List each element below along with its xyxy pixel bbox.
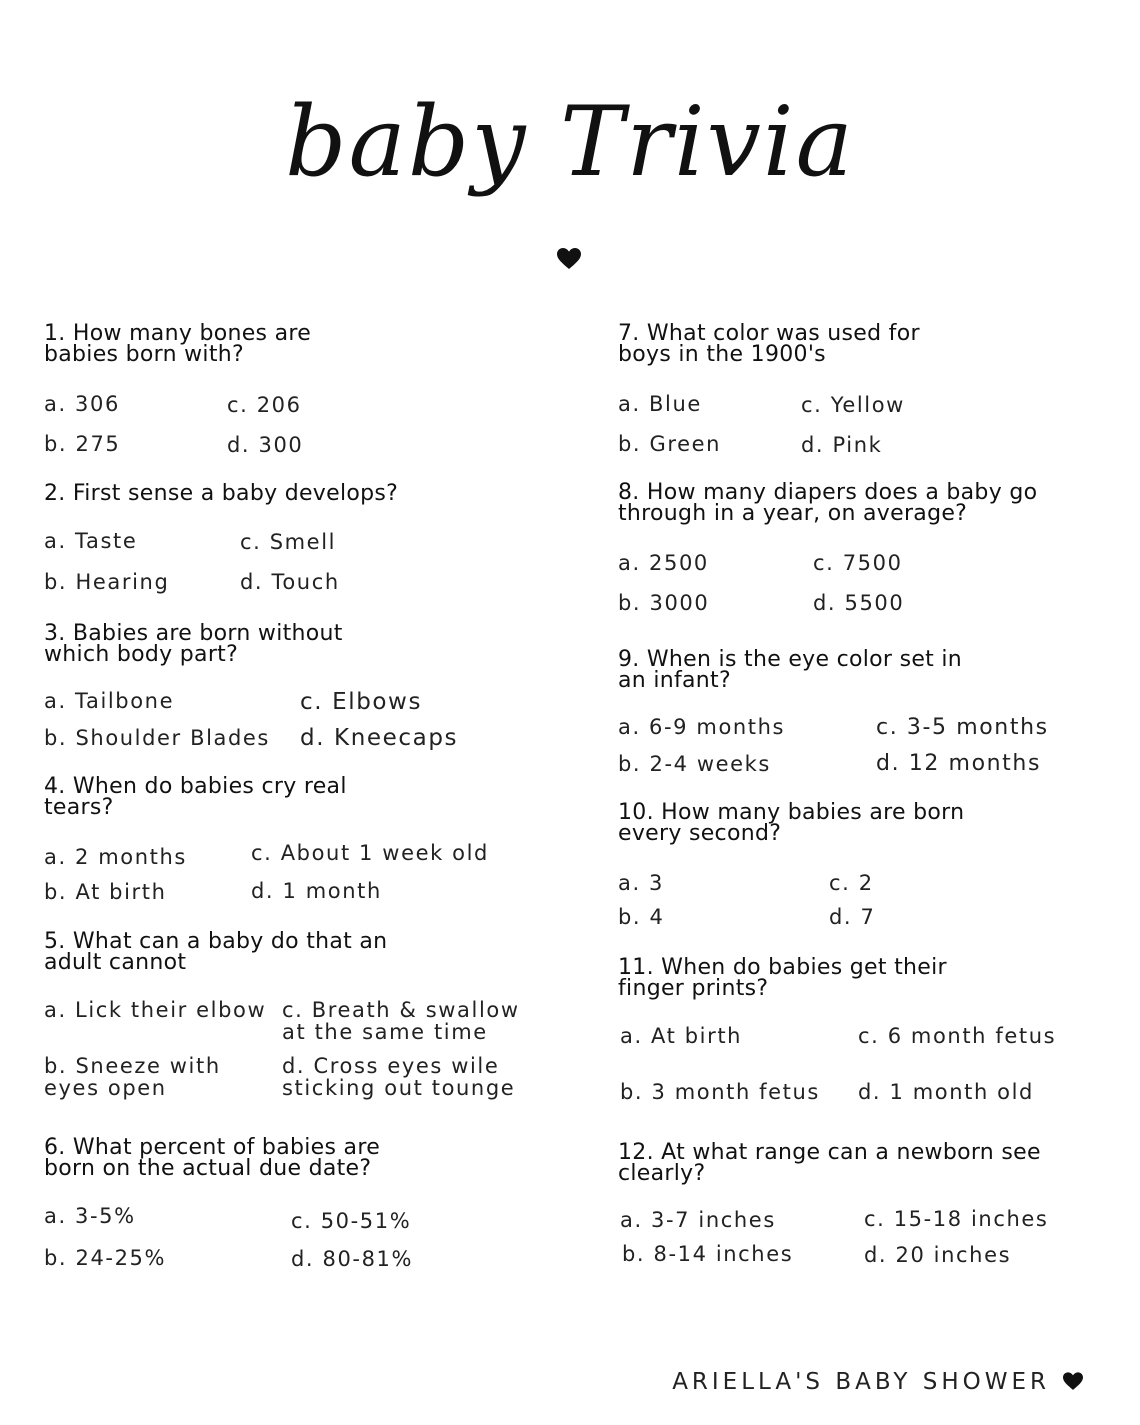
option-b: b. Green [618,432,722,456]
question-text: 4. When do babies cry real tears? [44,774,347,820]
option-b: b. 3 month fetus [620,1080,820,1104]
question-7 [618,321,1108,457]
option-a: a. Tailbone [44,689,175,713]
option-c: c. Elbows [300,689,423,715]
question-text: 12. At what range can a newborn see clearly? [618,1140,1041,1186]
option-a: a. 3 [618,871,664,895]
option-a: a. 306 [44,392,120,416]
page-title: baby Trivia [285,86,855,198]
option-d: d. Cross eyes wile sticking out tounge [282,1054,516,1100]
option-b: b. 4 [618,905,665,929]
question-4 [44,774,534,904]
option-d: d. 300 [227,433,304,457]
option-d: d. Pink [801,433,883,457]
option-d: d. 12 months [876,751,1042,776]
option-c: c. Yellow [801,393,905,417]
option-c: c. 15-18 inches [864,1207,1049,1231]
question-10 [618,800,1108,929]
question-text: 8. How many diapers does a baby go through in a year, on average? [618,480,1038,526]
heart-icon [557,248,581,270]
option-b: b. Hearing [44,570,170,594]
option-b: b. Shoulder Blades [44,726,270,750]
option-b: b. 2-4 weeks [618,752,771,776]
option-b: b. 24-25% [44,1246,167,1270]
option-a: a. 2500 [618,551,709,575]
option-c: c. About 1 week old [251,841,489,865]
option-a: a. 3-5% [44,1204,136,1228]
option-c: c. 6 month fetus [858,1024,1057,1048]
option-d: d. Kneecaps [300,725,459,751]
option-a: a. 6-9 months [618,715,786,739]
option-b: b. At birth [44,880,167,904]
question-text: 9. When is the eye color set in an infant? [618,647,963,693]
option-a: a. Lick their elbow [44,998,267,1022]
option-c: c. Smell [240,530,337,554]
option-d: d. 7 [829,905,876,929]
option-d: d. 20 inches [864,1243,1012,1267]
question-11 [618,955,1108,1104]
question-6 [44,1135,534,1271]
option-b: b. 275 [44,432,121,456]
footer-text: ARIELLA'S BABY SHOWER [672,1369,1050,1395]
option-d: d. Touch [240,570,340,594]
option-a: a. 3-7 inches [620,1208,776,1232]
option-c: c. 3-5 months [876,715,1049,740]
option-c: c. Breath & swallow at the same time [282,998,520,1044]
question-text: 10. How many babies are born every second? [618,800,965,846]
question-text: 11. When do babies get their finger prints? [618,955,947,1001]
option-a: a. 2 months [44,845,187,869]
option-b: b. Sneeze with eyes open [44,1054,221,1100]
question-text: 5. What can a baby do that an adult cannot [44,929,388,975]
option-c: c. 50-51% [291,1209,412,1233]
question-1 [44,321,534,457]
option-a: a. Blue [618,392,702,416]
question-12 [618,1140,1108,1267]
question-text: 6. What percent of babies are born on the actual due date? [44,1135,381,1181]
question-8 [618,480,1108,615]
question-text: 3. Babies are born without which body part? [44,621,343,667]
option-c: c. 7500 [813,551,903,575]
option-b: b. 3000 [618,591,710,615]
option-d: d. 5500 [813,591,905,615]
question-text: 1. How many bones are babies born with? [44,321,312,367]
option-a: a. At birth [620,1024,743,1048]
option-c: c. 2 [829,871,874,895]
option-d: d. 1 month old [858,1080,1034,1104]
question-text: 2. First sense a baby develops? [44,481,399,506]
question-3 [44,621,534,751]
heart-icon [1063,1372,1083,1391]
question-5 [44,929,534,1100]
question-2 [44,481,534,594]
option-d: d. 1 month [251,879,382,903]
option-a: a. Taste [44,529,138,553]
question-text: 7. What color was used for boys in the 1900's [618,321,920,367]
option-b: b. 8-14 inches [622,1242,794,1266]
option-d: d. 80-81% [291,1247,414,1271]
option-c: c. 206 [227,393,302,417]
question-9 [618,647,1108,776]
